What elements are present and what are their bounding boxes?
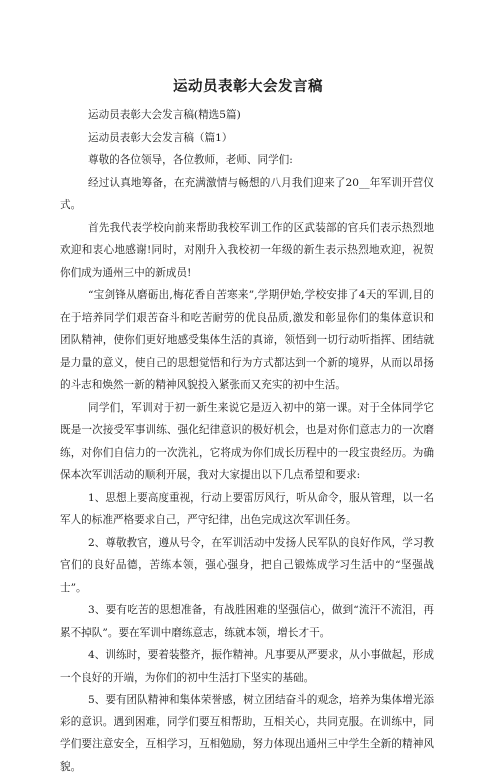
requirement-4: 4、训练时，要着装整齐，振作精神。凡事要从严要求，从小事做起，形成一个良好的开端，为你们的初中生活打下坚实的基础。 bbox=[60, 649, 434, 684]
requirement-5: 5、要有团队精神和集体荣誉感，树立团结奋斗的观念，培养为集体增光添彩的意识。遇到困难，同学们要互相帮助，互相关心，共同克服。在训练中，同学们要注意安全，互相学习，互相勉励，努力体现出通州三中学生全新的精神风貌。 bbox=[60, 694, 434, 773]
paragraph-welcome: 首先我代表学校向前来帮助我校军训工作的区武装部的官兵们表示热烈地欢迎和衷心地感谢!同时，对刚升入我校初一年级的新生表示热烈地欢迎，祝贺你们成为通州三中的新成员! bbox=[60, 221, 434, 279]
document-title: 运动员表彰大会发言稿 bbox=[173, 79, 323, 95]
greeting: 尊敬的各位领导，各位教师，老师、同学们: bbox=[88, 154, 293, 166]
paragraph-purpose: “宝剑锋从磨砺出,梅花香自苦寒来”,学期伊始,学校安排了4天的军训,目的在于培养同学们艰苦奋斗和吃苦耐劳的优良品质,激发和彰显你们的集体意识和团队精神，使你们更好地感受集体生活的真谛，领悟到一切行动听指挥、团结就是力量的意义，使自己的思想觉悟和行为方式都达到一个新的境界，从而以昂扬的斗志和焕然一新的精神风貌投入紧张而又充实的初中生活。 bbox=[60, 289, 434, 391]
document-subtitle: 运动员表彰大会发言稿(精选5篇) bbox=[88, 109, 241, 121]
requirement-2: 2、尊敬教官，遵从号令，在军训活动中发扬人民军队的良好作风，学习教官们的良好品德，苦练本领，强心强身，把自己锻炼成学习生活中的“坚强战士”。 bbox=[60, 536, 434, 594]
part-heading: 运动员表彰大会发言稿（篇1） bbox=[88, 131, 233, 144]
requirement-3: 3、要有吃苦的思想准备，有战胜困难的坚强信心，做到“流汗不流泪，再累不掉队”。要在军训中磨练意志，练就本领，增长才干。 bbox=[60, 604, 434, 639]
paragraph-opening: 经过认真地筹备，在充满激情与畅想的八月我们迎来了20__年军训开营仪式。 bbox=[60, 176, 434, 211]
requirement-1: 1、思想上要高度重视，行动上要雷厉风行，听从命令，服从管理，以一名军人的标准严格要求自己，严守纪律，出色完成这次军训任务。 bbox=[60, 491, 434, 526]
paragraph-first-lesson: 同学们，军训对于初一新生来说它是迈入初中的第一课。对于全体同学它既是一次接受军事训练、强化纪律意识的极好机会，也是对你们意志力的一次磨练，对你们自信力的一次洗礼，它将成为你们成长历程中的一段宝贵经历。为确保本次军训活动的顺利开展，我对大家提出以下几点希望和要求: bbox=[60, 401, 434, 481]
